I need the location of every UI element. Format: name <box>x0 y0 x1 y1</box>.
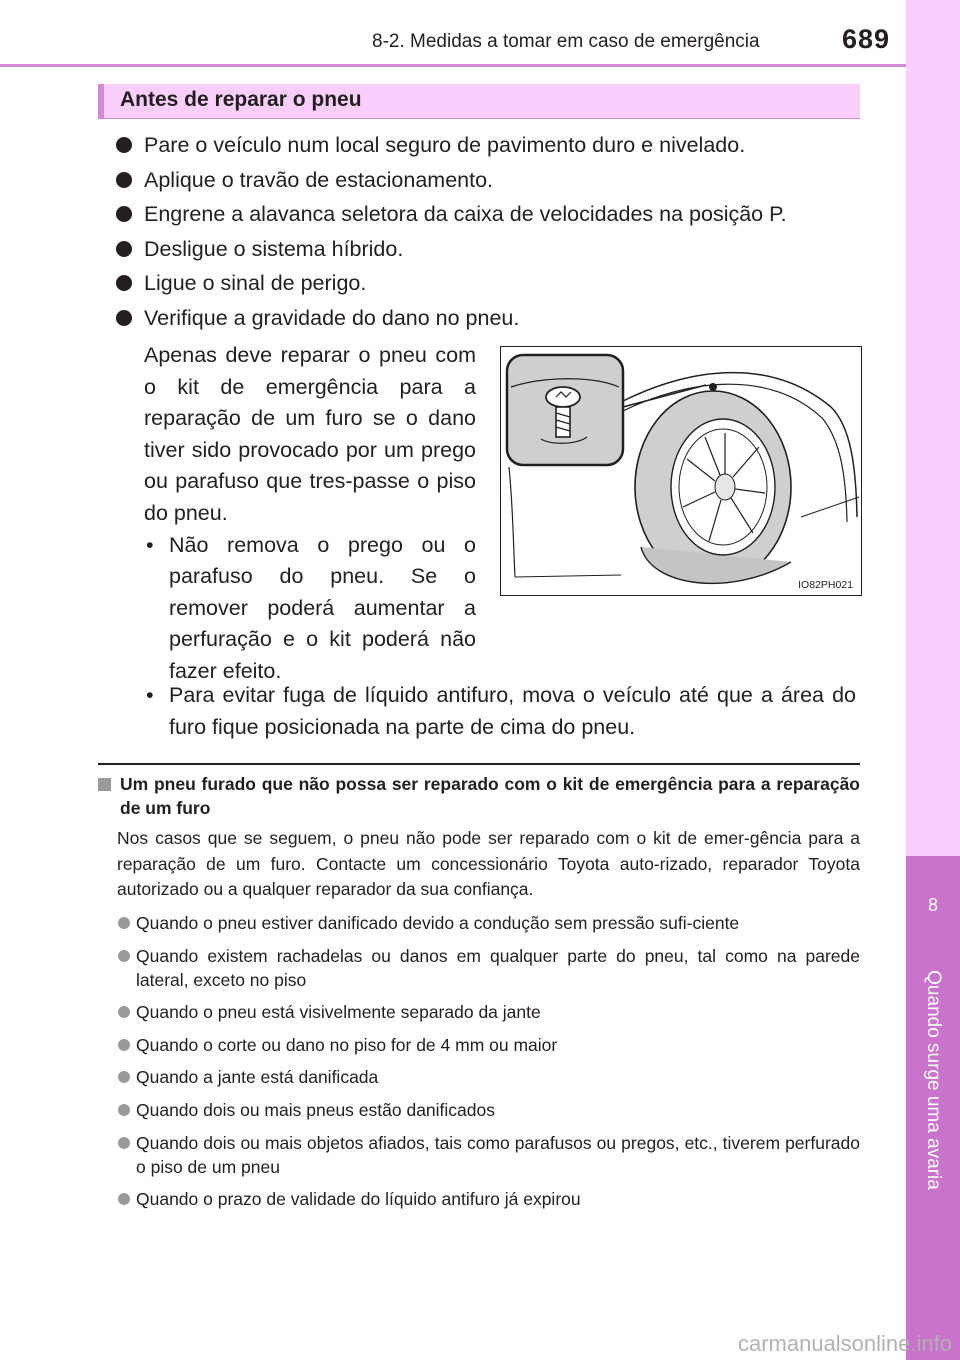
list-item <box>118 944 860 992</box>
subsection-heading <box>98 772 860 820</box>
header-rule <box>0 64 906 67</box>
list-item <box>116 301 876 336</box>
list-item <box>116 232 876 267</box>
list-item <box>116 197 876 232</box>
bullet-dot-icon <box>118 1039 130 1051</box>
list-item <box>118 1098 860 1122</box>
illustration-code: IO82PH021 <box>798 579 853 591</box>
list-item <box>118 1131 860 1179</box>
note-sub-text: Não remova o prego ou o parafuso do pneu. Se o remover poderá aumentar a perfuração e o kit poderá não fazer efeito. <box>169 532 476 683</box>
section-heading <box>98 84 860 118</box>
bullet-dot-icon <box>118 1137 130 1149</box>
list-item <box>116 163 876 198</box>
bullet-dot-icon <box>118 1104 130 1116</box>
chapter-number: 8 <box>927 895 938 915</box>
list-item-text: Engrene a alavanca seletora da caixa de velocidades na posição P. <box>144 202 787 226</box>
unrepairable-conditions-list <box>118 911 860 1220</box>
list-item-text: Pare o veículo num local seguro de pavimento duro e nivelado. <box>144 133 746 157</box>
bullet-dot-icon <box>118 1071 130 1083</box>
list-item <box>116 266 876 301</box>
bullet-dot-icon <box>118 917 130 929</box>
bullet-dot-icon <box>116 241 132 257</box>
list-item-text: Ligue o sinal de perigo. <box>144 271 367 295</box>
list-item <box>118 1033 860 1057</box>
list-item-text: Verifique a gravidade do dano no pneu. <box>144 305 520 330</box>
repair-note <box>144 340 476 688</box>
list-item-text: Quando o prazo de validade do líquido antifuro já expirou <box>136 1189 581 1210</box>
list-item-text: Aplique o travão de estacionamento. <box>144 167 494 192</box>
section-heading-underline <box>98 118 860 119</box>
list-item-text: Quando dois ou mais objetos afiados, tais como parafusos ou pregos, etc., tiverem perfurado o piso de um pneu <box>136 1132 860 1177</box>
bullet-dot-icon <box>118 950 130 962</box>
precaution-list <box>116 128 876 335</box>
list-item-text: Quando o pneu está visivelmente separado da jante <box>136 1002 541 1023</box>
page-number: 689 <box>842 24 891 54</box>
header-section-title: 8-2. Medidas a tomar em caso de emergência <box>372 31 760 52</box>
subsection-intro: Nos casos que se seguem, o pneu não pode ser reparado com o kit de emer-gência para a reparação de um furo. Contacte um concessionário Toyota auto-rizado, reparador Toyota autorizado ou a qualquer reparador da sua confiança. <box>117 828 860 900</box>
tire-puncture-illustration <box>500 346 862 596</box>
list-item-text: Desligue o sistema híbrido. <box>144 236 404 261</box>
sub-bullet-mark: • <box>146 683 154 707</box>
watermark: carmanualsonline.info <box>737 1331 952 1356</box>
bullet-dot-icon <box>116 310 132 326</box>
bullet-dot-icon <box>116 137 132 153</box>
list-item <box>116 128 876 163</box>
subsection-title: Um pneu furado que não possa ser reparado com o kit de emergência para a reparação de um furo <box>120 774 860 818</box>
note-sub-item <box>144 680 856 743</box>
bullet-dot-icon <box>116 172 132 188</box>
square-marker-icon <box>98 778 111 791</box>
repair-note-text: Apenas deve reparar o pneu com o kit de emergência para a reparação de um furo se o dano tiver sido provocado por um prego ou parafuso que tres-passe o piso do pneu. <box>144 343 476 525</box>
list-item <box>118 1000 860 1024</box>
list-item-text: Quando o pneu estiver danificado devido a condução sem pressão sufi-ciente <box>136 913 740 933</box>
section-divider <box>98 763 860 765</box>
note-sub-item <box>144 530 476 688</box>
list-item-text: Quando existem rachadelas ou danos em qualquer parte do pneu, tal como na parede lateral, exceto no piso <box>136 945 860 990</box>
bullet-dot-icon <box>118 1006 130 1018</box>
bullet-dot-icon <box>116 275 132 291</box>
chapter-title: Quando surge uma avaria <box>923 970 944 1190</box>
bullet-dot-icon <box>116 206 132 222</box>
list-item <box>118 911 860 935</box>
list-item-text: Quando o corte ou dano no piso for de 4 mm ou maior <box>136 1034 558 1055</box>
section-title: Antes de reparar o pneu <box>120 88 362 111</box>
list-item <box>118 1065 860 1089</box>
list-item-text: Quando dois ou mais pneus estão danificados <box>136 1099 495 1120</box>
bullet-dot-icon <box>118 1193 130 1205</box>
sub-bullet-mark: • <box>146 532 154 557</box>
list-item-text: Quando a jante está danificada <box>136 1067 379 1088</box>
note-sub-text: Para evitar fuga de líquido antifuro, mova o veículo até que a área do furo fique posicionada na parte de cima do pneu. <box>169 683 856 739</box>
list-item <box>118 1187 860 1211</box>
tire-with-screw-icon <box>501 347 861 595</box>
